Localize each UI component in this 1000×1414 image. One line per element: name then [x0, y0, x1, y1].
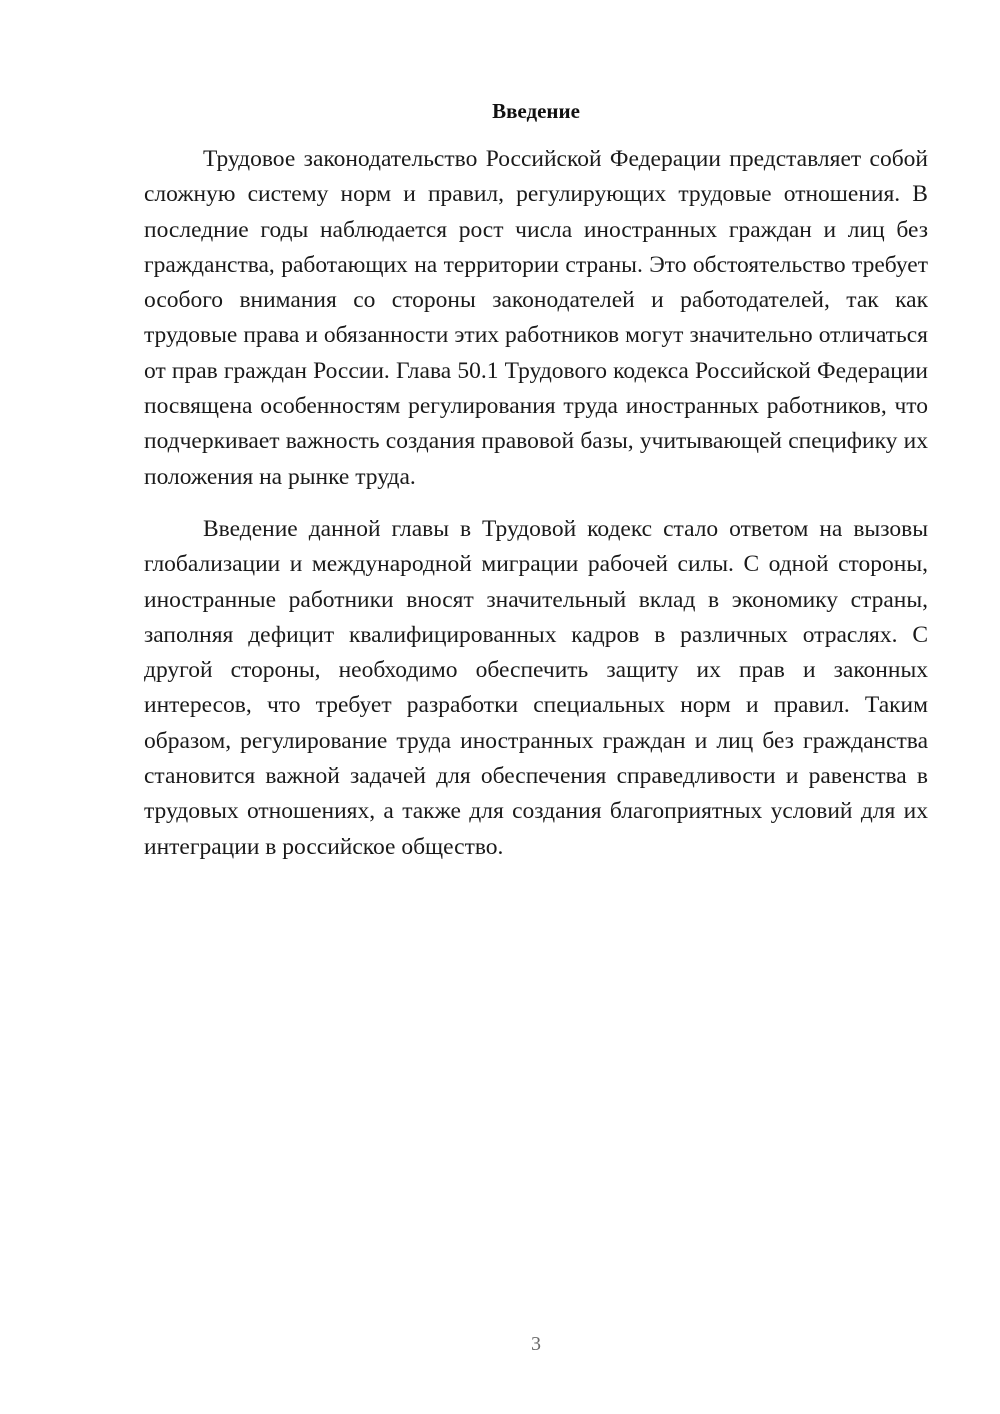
page-content — [144, 96, 928, 865]
section-heading: Введение — [492, 99, 580, 123]
paragraph-2: Введение данной главы в Трудовой кодекс стало ответом на вызовы глобализации и международной миграции рабочей силы. С одной стороны, иностранные работники вносят значительный вклад в экономику страны, заполняя дефицит квалифицированных кадров в различных отраслях. С другой стороны, необходимо обеспечить защиту их прав и законных интересов, что требует разработки специальных норм и правил. Таким образом, регулирование труда иностранных граждан и лиц без гражданства становится важной задачей для обеспечения справедливости и равенства в трудовых отношениях, а также для создания благоприятных условий для их интеграции в российское общество. — [144, 515, 928, 860]
page-number: 3 — [531, 1333, 541, 1355]
paragraph-1: Трудовое законодательство Российской Федерации представляет собой сложную систему норм и правил, регулирующих трудовые отношения. В последние годы наблюдается рост числа иностранных граждан и лиц без гражданства, работающих на территории страны. Это обстоятельство требует особого внимания со стороны законодателей и работодателей, так как трудовые права и обязанности этих работников могут значительно отличаться от прав граждан России. Глава 50.1 Трудового кодекса Российской Федерации посвящена особенностям регулирования труда иностранных работников, что подчеркивает важность создания правовой базы, учитывающей специфику их положения на рынке труда. — [144, 146, 928, 490]
